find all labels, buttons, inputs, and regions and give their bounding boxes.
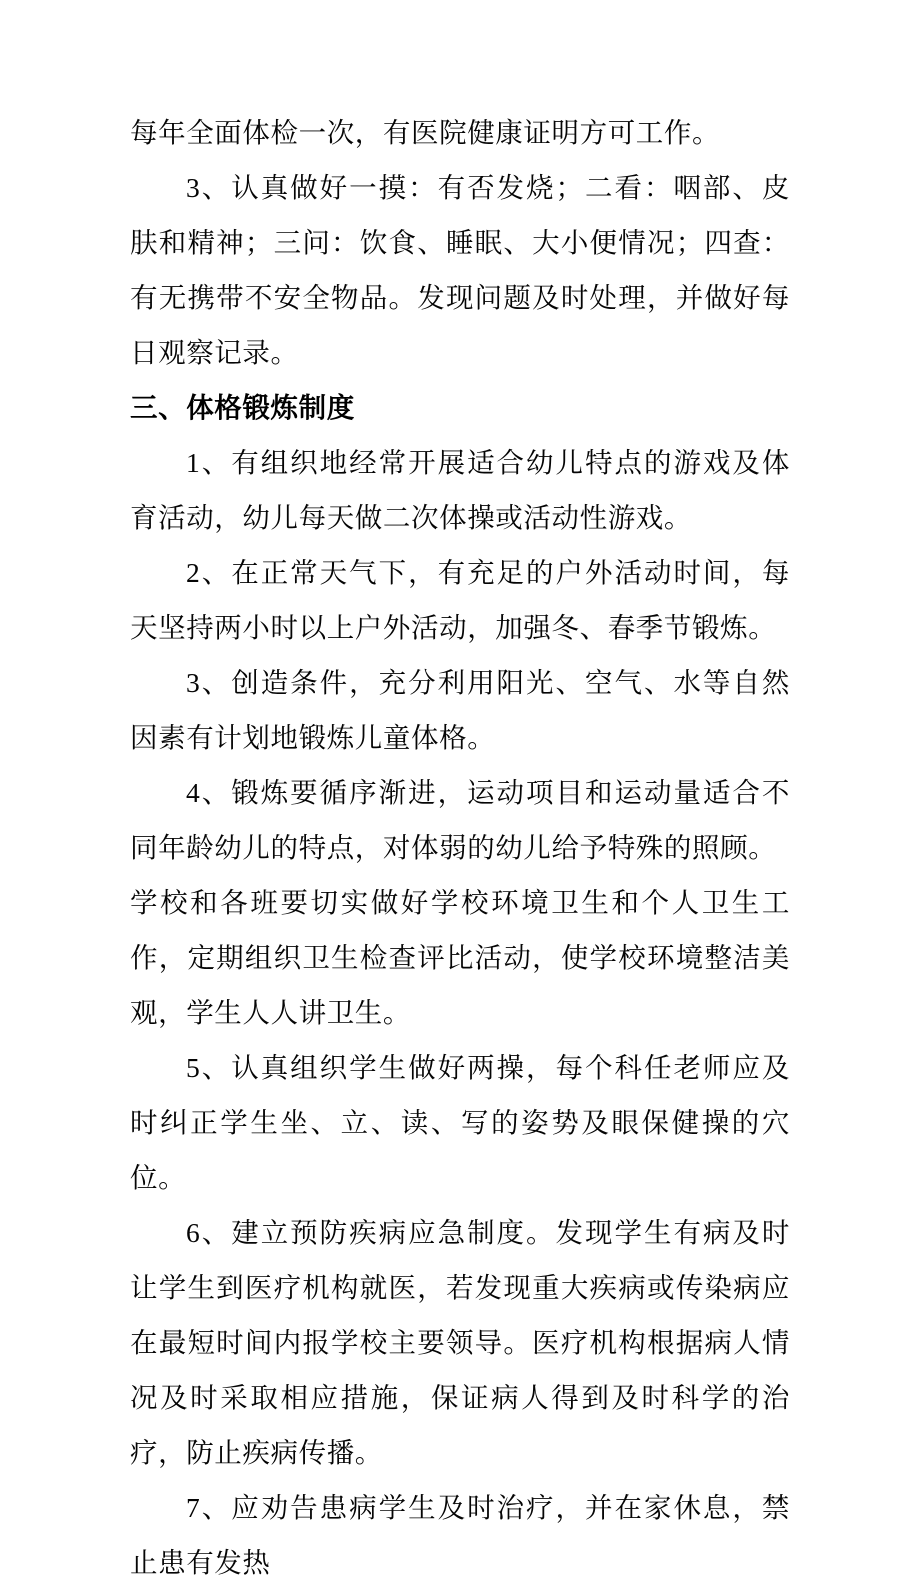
paragraph-item-3-6: 6、建立预防疾病应急制度。发现学生有病及时让学生到医疗机构就医，若发现重大疾病或传染病应在最短时间内报学校主要领导。医疗机构根据病人情况及时采取相应措施，保证病人得到及时科学的治疗，防止疾病传播。	[130, 1217, 790, 1468]
paragraph-item-3-5: 5、认真组织学生做好两操，每个科任老师应及时纠正学生坐、立、读、写的姿势及眼保健操的穴位。	[130, 1052, 790, 1193]
paragraph-item-3-3: 3、创造条件，充分利用阳光、空气、水等自然因素有计划地锻炼儿童体格。	[130, 667, 790, 753]
paragraph-item-3-2: 2、在正常天气下，有充足的户外活动时间，每天坚持两小时以上户外活动，加强冬、春季节锻炼。	[130, 557, 790, 643]
paragraph-item-3-1: 1、有组织地经常开展适合幼儿特点的游戏及体育活动，幼儿每天做二次体操或活动性游戏。	[130, 447, 790, 533]
section-heading-3: 三、体格锻炼制度	[130, 392, 355, 423]
paragraph-item-3-7: 7、应劝告患病学生及时治疗，并在家休息，禁止患有发热	[130, 1492, 790, 1578]
document-body	[130, 105, 790, 1590]
paragraph-item-2-3: 3、认真做好一摸：有否发烧；二看：咽部、皮肤和精神；三问：饮食、睡眠、大小便情况；四查：有无携带不安全物品。发现问题及时处理，并做好每日观察记录。	[130, 172, 790, 368]
paragraph-item-3-4: 4、锻炼要循序渐进，运动项目和运动量适合不同年龄幼儿的特点，对体弱的幼儿给予特殊的照顾。	[130, 777, 790, 863]
paragraph-school-hygiene: 学校和各班要切实做好学校环境卫生和个人卫生工作，定期组织卫生检查评比活动，使学校环境整洁美观，学生人人讲卫生。	[130, 887, 790, 1028]
paragraph-continuation-health-check: 每年全面体检一次，有医院健康证明方可工作。	[130, 117, 721, 148]
